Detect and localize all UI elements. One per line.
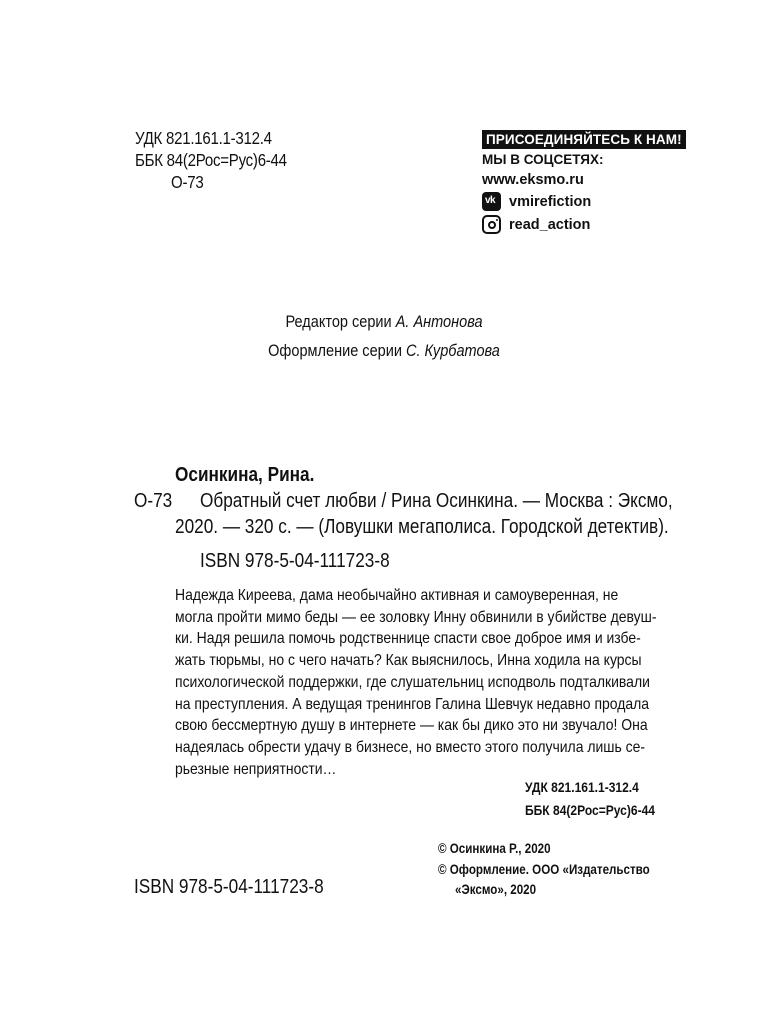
bib-author: Осинкина, Рина. <box>175 464 315 486</box>
copyright-design: © Оформление. ООО «Издательство <box>438 862 650 877</box>
series-editor <box>46 313 722 332</box>
instagram-handle: read_action <box>509 216 591 233</box>
bib-code: О-73 <box>134 490 173 512</box>
udk-code: УДК 821.161.1-312.4 <box>135 128 272 148</box>
vk-icon <box>482 192 501 211</box>
series-design <box>46 342 722 361</box>
series-editor-label: Редактор серии <box>285 313 392 331</box>
instagram-icon <box>482 215 501 234</box>
annotation-line: на преступления. А ведущая тренингов Галина Шевчук недавно продала <box>175 695 650 713</box>
copyright-author: © Осинкина Р., 2020 <box>438 841 551 856</box>
annotation <box>175 585 699 780</box>
series-editor-name: А. Антонова <box>395 313 483 331</box>
instagram-row[interactable] <box>482 215 590 234</box>
series-design-label: Оформление серии <box>268 342 402 360</box>
website-link[interactable]: www.eksmo.ru <box>482 172 584 188</box>
udk-code-bottom: УДК 821.161.1-312.4 <box>525 779 639 795</box>
annotation-line: жать тюрьмы, но с чего начать? Как выяснилось, Инна ходила на курсы <box>175 652 642 670</box>
annotation-line: могла пройти мимо беды — ее золовку Инну обвинили в убийстве девуш- <box>175 608 657 626</box>
series-design-name: С. Курбатова <box>405 342 500 360</box>
bib-isbn: ISBN 978-5-04-111723-8 <box>200 550 390 572</box>
social-heading: МЫ В СОЦСЕТЯХ: <box>482 152 604 167</box>
bib-title-line-2: 2020. — 320 с. — (Ловушки мегаполиса. Городской детектив). <box>175 516 669 538</box>
vk-handle: vmirefiction <box>509 193 592 210</box>
author-mark: О-73 <box>171 172 204 192</box>
annotation-line: Надежда Киреева, дама необычайно активная и самоуверенная, не <box>175 587 619 604</box>
vk-row[interactable] <box>482 192 591 211</box>
copyright-design-cont: «Эксмо», 2020 <box>455 882 537 897</box>
annotation-line: психологической поддержки, где слушательниц исподволь подталкивали <box>175 673 650 691</box>
annotation-line: свою бессмертную душу в интернете — как бы дико это ни звучало! Она <box>175 717 648 735</box>
isbn-bottom: ISBN 978-5-04-111723-8 <box>134 876 324 898</box>
annotation-line: надеялась обрести удачу в бизнесе, но вместо этого получила лишь се- <box>175 738 646 756</box>
annotation-line: ки. Надя решила помочь родственнице спасти свое доброе имя и избе- <box>175 630 641 648</box>
bib-title-line-1: Обратный счет любви / Рина Осинкина. — Москва : Эксмо, <box>200 490 673 512</box>
bbk-code: ББК 84(2Рос=Рус)6-44 <box>135 150 287 170</box>
join-us-banner: ПРИСОЕДИНЯЙТЕСЬ К НАМ! <box>482 130 686 149</box>
bbk-code-bottom: ББК 84(2Рос=Рус)6-44 <box>525 802 655 818</box>
annotation-line: рьезные неприятности… <box>175 760 337 778</box>
